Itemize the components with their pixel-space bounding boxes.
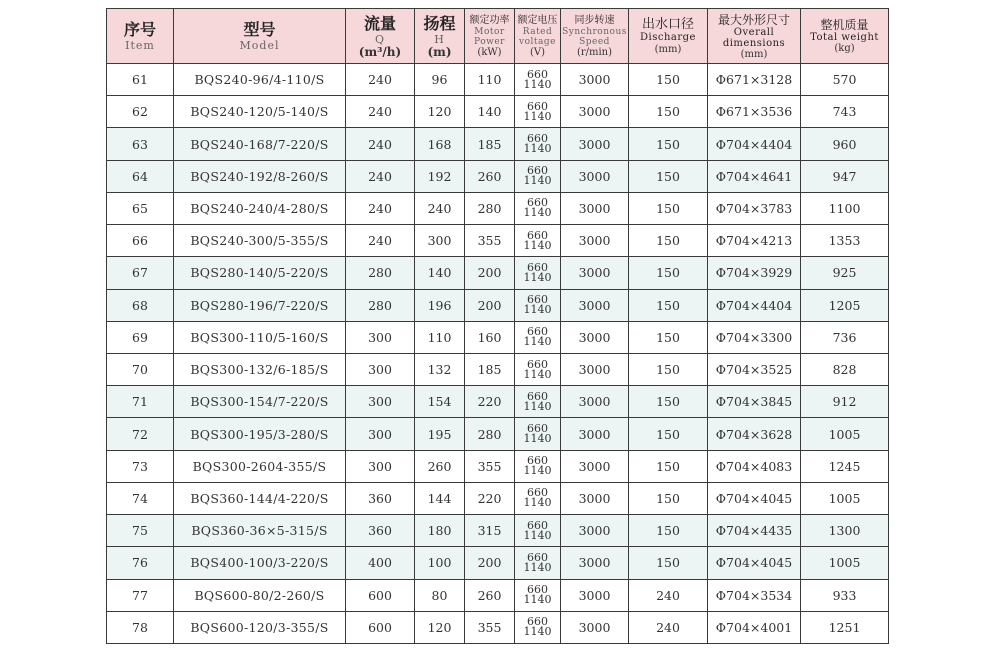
cell-model: BQS600-120/3-355/S — [174, 611, 346, 643]
voltage-660: 660 — [527, 67, 548, 81]
cell-discharge: 150 — [629, 515, 708, 547]
cell-total-weight: 1251 — [801, 611, 889, 643]
cell-overall-dimensions: Φ704×3525 — [708, 353, 801, 385]
cell-motor-power: 185 — [465, 353, 515, 385]
cell-total-weight: 1353 — [801, 225, 889, 257]
cell-discharge: 150 — [629, 450, 708, 482]
header-unit: (mm) — [740, 48, 768, 60]
header-head — [415, 9, 465, 64]
cell-head: 120 — [415, 611, 465, 643]
cell-total-weight: 1245 — [801, 450, 889, 482]
cell-head: 154 — [415, 386, 465, 418]
cell-rated-voltage — [515, 128, 561, 160]
cell-discharge: 150 — [629, 96, 708, 128]
table-row — [107, 579, 889, 611]
cell-sync-speed: 3000 — [561, 547, 629, 579]
cell-overall-dimensions: Φ671×3128 — [708, 64, 801, 96]
cell-item: 64 — [107, 160, 174, 192]
cell-item: 77 — [107, 579, 174, 611]
table-row — [107, 128, 889, 160]
cell-motor-power: 280 — [465, 418, 515, 450]
voltage-1140: 1140 — [523, 496, 552, 510]
table-row — [107, 64, 889, 96]
cell-total-weight: 828 — [801, 353, 889, 385]
header-label-en: H — [434, 32, 445, 46]
header-item — [107, 9, 174, 64]
cell-sync-speed: 3000 — [561, 321, 629, 353]
header-discharge — [629, 9, 708, 64]
cell-head: 240 — [415, 192, 465, 224]
cell-item: 68 — [107, 289, 174, 321]
cell-flow: 240 — [346, 128, 415, 160]
header-label-zh: 最大外形尺寸 — [717, 12, 790, 27]
cell-total-weight: 1005 — [801, 482, 889, 514]
cell-sync-speed: 3000 — [561, 611, 629, 643]
cell-total-weight: 570 — [801, 64, 889, 96]
voltage-1140: 1140 — [523, 142, 552, 156]
cell-rated-voltage — [515, 418, 561, 450]
cell-model: BQS300-154/7-220/S — [174, 386, 346, 418]
cell-model: BQS300-2604-355/S — [174, 450, 346, 482]
voltage-1140: 1140 — [523, 174, 552, 188]
cell-overall-dimensions: Φ704×3628 — [708, 418, 801, 450]
cell-rated-voltage — [515, 579, 561, 611]
cell-head: 196 — [415, 289, 465, 321]
table-row — [107, 547, 889, 579]
header-unit: (r/min) — [576, 46, 613, 58]
header-label-zh: 序号 — [123, 20, 156, 39]
cell-rated-voltage — [515, 257, 561, 289]
cell-discharge: 150 — [629, 257, 708, 289]
header-label-en: Q — [374, 32, 386, 46]
cell-sync-speed: 3000 — [561, 160, 629, 192]
header-unit: (kW) — [477, 46, 502, 58]
voltage-660: 660 — [527, 228, 548, 242]
cell-motor-power: 355 — [465, 611, 515, 643]
cell-overall-dimensions: Φ704×3534 — [708, 579, 801, 611]
cell-rated-voltage — [515, 64, 561, 96]
cell-total-weight: 1005 — [801, 547, 889, 579]
cell-total-weight: 947 — [801, 160, 889, 192]
cell-sync-speed: 3000 — [561, 128, 629, 160]
cell-item: 65 — [107, 192, 174, 224]
cell-motor-power: 160 — [465, 321, 515, 353]
cell-discharge: 150 — [629, 128, 708, 160]
voltage-660: 660 — [527, 132, 548, 146]
cell-rated-voltage — [515, 547, 561, 579]
cell-flow: 300 — [346, 450, 415, 482]
voltage-660: 660 — [527, 389, 548, 403]
header-model — [174, 9, 346, 64]
cell-motor-power: 220 — [465, 482, 515, 514]
cell-rated-voltage — [515, 225, 561, 257]
cell-discharge: 150 — [629, 225, 708, 257]
cell-model: BQS240-168/7-220/S — [174, 128, 346, 160]
cell-head: 168 — [415, 128, 465, 160]
cell-total-weight: 1205 — [801, 289, 889, 321]
voltage-660: 660 — [527, 615, 548, 629]
cell-overall-dimensions: Φ704×4045 — [708, 547, 801, 579]
cell-rated-voltage — [515, 386, 561, 418]
cell-flow: 240 — [346, 225, 415, 257]
cell-head: 132 — [415, 353, 465, 385]
cell-flow: 300 — [346, 353, 415, 385]
cell-model: BQS280-140/5-220/S — [174, 257, 346, 289]
table-row — [107, 450, 889, 482]
voltage-660: 660 — [527, 583, 548, 597]
header-unit: (m) — [427, 44, 452, 59]
cell-flow: 240 — [346, 192, 415, 224]
header-sync-speed — [561, 9, 629, 64]
voltage-1140: 1140 — [523, 593, 552, 607]
cell-model: BQS300-132/6-185/S — [174, 353, 346, 385]
voltage-660: 660 — [527, 196, 548, 210]
cell-motor-power: 140 — [465, 96, 515, 128]
cell-flow: 280 — [346, 289, 415, 321]
cell-item: 62 — [107, 96, 174, 128]
header-label-en: Motor Power — [474, 26, 505, 47]
table-body — [107, 64, 889, 644]
voltage-1140: 1140 — [523, 560, 552, 574]
cell-model: BQS240-120/5-140/S — [174, 96, 346, 128]
cell-flow: 400 — [346, 547, 415, 579]
cell-discharge: 150 — [629, 192, 708, 224]
cell-sync-speed: 3000 — [561, 64, 629, 96]
voltage-660: 660 — [527, 293, 548, 307]
cell-overall-dimensions: Φ704×4001 — [708, 611, 801, 643]
cell-rated-voltage — [515, 515, 561, 547]
cell-overall-dimensions: Φ704×3845 — [708, 386, 801, 418]
cell-overall-dimensions: Φ704×3929 — [708, 257, 801, 289]
cell-total-weight: 960 — [801, 128, 889, 160]
cell-model: BQS360-36×5-315/S — [174, 515, 346, 547]
header-overall-dimensions — [708, 9, 801, 64]
cell-head: 140 — [415, 257, 465, 289]
header-label-en: Total weight — [810, 32, 879, 43]
header-label-en: Model — [239, 39, 280, 52]
cell-sync-speed: 3000 — [561, 450, 629, 482]
table-row — [107, 515, 889, 547]
cell-discharge: 150 — [629, 160, 708, 192]
cell-item: 76 — [107, 547, 174, 579]
voltage-1140: 1140 — [523, 109, 552, 123]
header-label-zh: 额定功率 — [469, 14, 510, 26]
cell-discharge: 150 — [629, 353, 708, 385]
cell-rated-voltage — [515, 611, 561, 643]
table-row — [107, 225, 889, 257]
table-row — [107, 160, 889, 192]
header-label-zh: 整机质量 — [820, 18, 869, 32]
table-row — [107, 96, 889, 128]
cell-model: BQS600-80/2-260/S — [174, 579, 346, 611]
voltage-660: 660 — [527, 550, 548, 564]
cell-discharge: 150 — [629, 547, 708, 579]
cell-head: 144 — [415, 482, 465, 514]
table-row — [107, 386, 889, 418]
cell-total-weight: 912 — [801, 386, 889, 418]
voltage-1140: 1140 — [523, 270, 552, 284]
cell-overall-dimensions: Φ704×3300 — [708, 321, 801, 353]
cell-discharge: 150 — [629, 482, 708, 514]
cell-sync-speed: 3000 — [561, 257, 629, 289]
cell-sync-speed: 3000 — [561, 96, 629, 128]
pump-spec-table — [106, 8, 889, 644]
cell-motor-power: 200 — [465, 289, 515, 321]
cell-overall-dimensions: Φ704×4404 — [708, 128, 801, 160]
cell-model: BQS400-100/3-220/S — [174, 547, 346, 579]
cell-overall-dimensions: Φ704×4045 — [708, 482, 801, 514]
cell-item: 73 — [107, 450, 174, 482]
cell-discharge: 150 — [629, 418, 708, 450]
cell-rated-voltage — [515, 353, 561, 385]
cell-motor-power: 260 — [465, 160, 515, 192]
header-flow — [346, 9, 415, 64]
cell-item: 78 — [107, 611, 174, 643]
header-label-en: Overall dimensions — [722, 26, 786, 49]
cell-total-weight: 1100 — [801, 192, 889, 224]
voltage-1140: 1140 — [523, 528, 552, 542]
cell-flow: 300 — [346, 321, 415, 353]
cell-sync-speed: 3000 — [561, 353, 629, 385]
cell-sync-speed: 3000 — [561, 579, 629, 611]
header-unit: (kg) — [834, 43, 855, 54]
cell-overall-dimensions: Φ671×3536 — [708, 96, 801, 128]
cell-motor-power: 220 — [465, 386, 515, 418]
cell-model: BQS360-144/4-220/S — [174, 482, 346, 514]
cell-rated-voltage — [515, 192, 561, 224]
cell-item: 72 — [107, 418, 174, 450]
voltage-660: 660 — [527, 260, 548, 274]
cell-rated-voltage — [515, 321, 561, 353]
cell-motor-power: 260 — [465, 579, 515, 611]
cell-sync-speed: 3000 — [561, 515, 629, 547]
header-label-en: Item — [125, 39, 155, 52]
voltage-660: 660 — [527, 99, 548, 113]
cell-overall-dimensions: Φ704×4435 — [708, 515, 801, 547]
cell-discharge: 150 — [629, 64, 708, 96]
cell-head: 300 — [415, 225, 465, 257]
voltage-660: 660 — [527, 357, 548, 371]
header-label-zh: 同步转速 — [574, 14, 615, 26]
cell-flow: 360 — [346, 515, 415, 547]
cell-flow: 280 — [346, 257, 415, 289]
cell-total-weight: 743 — [801, 96, 889, 128]
cell-head: 192 — [415, 160, 465, 192]
voltage-1140: 1140 — [523, 77, 552, 91]
cell-model: BQS240-240/4-280/S — [174, 192, 346, 224]
cell-discharge: 240 — [629, 579, 708, 611]
cell-model: BQS240-300/5-355/S — [174, 225, 346, 257]
table-row — [107, 321, 889, 353]
header-label-en: Discharge — [640, 31, 696, 43]
cell-rated-voltage — [515, 450, 561, 482]
header-label-en: Rated voltage — [519, 26, 556, 47]
cell-motor-power: 110 — [465, 64, 515, 96]
cell-model: BQS300-110/5-160/S — [174, 321, 346, 353]
cell-item: 69 — [107, 321, 174, 353]
cell-head: 180 — [415, 515, 465, 547]
cell-motor-power: 280 — [465, 192, 515, 224]
header-rated-voltage — [515, 9, 561, 64]
voltage-660: 660 — [527, 518, 548, 532]
voltage-1140: 1140 — [523, 464, 552, 478]
cell-head: 120 — [415, 96, 465, 128]
cell-head: 195 — [415, 418, 465, 450]
cell-motor-power: 185 — [465, 128, 515, 160]
table-row — [107, 192, 889, 224]
cell-motor-power: 315 — [465, 515, 515, 547]
table-row — [107, 289, 889, 321]
cell-item: 61 — [107, 64, 174, 96]
cell-flow: 600 — [346, 611, 415, 643]
cell-motor-power: 200 — [465, 547, 515, 579]
voltage-660: 660 — [527, 164, 548, 178]
table-row — [107, 257, 889, 289]
voltage-1140: 1140 — [523, 303, 552, 317]
cell-head: 96 — [415, 64, 465, 96]
voltage-1140: 1140 — [523, 335, 552, 349]
cell-item: 67 — [107, 257, 174, 289]
voltage-1140: 1140 — [523, 399, 552, 413]
cell-head: 100 — [415, 547, 465, 579]
header-unit: (mm) — [654, 43, 682, 55]
voltage-1140: 1140 — [523, 432, 552, 446]
cell-model: BQS240-192/8-260/S — [174, 160, 346, 192]
voltage-660: 660 — [527, 422, 548, 436]
cell-total-weight: 1300 — [801, 515, 889, 547]
voltage-1140: 1140 — [523, 238, 552, 252]
header-label-en: Synchronous Speed — [562, 26, 627, 47]
cell-sync-speed: 3000 — [561, 289, 629, 321]
table-row — [107, 418, 889, 450]
cell-overall-dimensions: Φ704×4083 — [708, 450, 801, 482]
voltage-1140: 1140 — [523, 367, 552, 381]
cell-overall-dimensions: Φ704×3783 — [708, 192, 801, 224]
cell-model: BQS300-195/3-280/S — [174, 418, 346, 450]
cell-total-weight: 736 — [801, 321, 889, 353]
table-header-row — [107, 9, 889, 64]
cell-item: 75 — [107, 515, 174, 547]
header-label-zh: 流量 — [363, 13, 396, 33]
cell-model: BQS280-196/7-220/S — [174, 289, 346, 321]
cell-total-weight: 925 — [801, 257, 889, 289]
cell-discharge: 150 — [629, 289, 708, 321]
table-row — [107, 611, 889, 643]
cell-flow: 600 — [346, 579, 415, 611]
cell-sync-speed: 3000 — [561, 482, 629, 514]
cell-flow: 300 — [346, 386, 415, 418]
cell-overall-dimensions: Φ704×4404 — [708, 289, 801, 321]
cell-discharge: 150 — [629, 386, 708, 418]
cell-flow: 240 — [346, 96, 415, 128]
header-unit: (m³/h) — [358, 44, 402, 59]
cell-rated-voltage — [515, 289, 561, 321]
voltage-1140: 1140 — [523, 625, 552, 639]
cell-sync-speed: 3000 — [561, 418, 629, 450]
cell-flow: 300 — [346, 418, 415, 450]
cell-head: 260 — [415, 450, 465, 482]
cell-motor-power: 200 — [465, 257, 515, 289]
table-row — [107, 482, 889, 514]
cell-rated-voltage — [515, 160, 561, 192]
voltage-660: 660 — [527, 486, 548, 500]
cell-model: BQS240-96/4-110/S — [174, 64, 346, 96]
cell-total-weight: 933 — [801, 579, 889, 611]
cell-flow: 240 — [346, 64, 415, 96]
voltage-1140: 1140 — [523, 206, 552, 220]
cell-head: 80 — [415, 579, 465, 611]
header-unit: (V) — [529, 46, 546, 58]
table-row — [107, 353, 889, 385]
header-label-zh: 额定电压 — [517, 14, 558, 26]
cell-item: 74 — [107, 482, 174, 514]
voltage-660: 660 — [527, 325, 548, 339]
header-motor-power — [465, 9, 515, 64]
cell-item: 71 — [107, 386, 174, 418]
cell-rated-voltage — [515, 96, 561, 128]
header-label-zh: 扬程 — [423, 13, 456, 33]
cell-item: 66 — [107, 225, 174, 257]
cell-item: 70 — [107, 353, 174, 385]
header-total-weight — [801, 9, 889, 64]
cell-sync-speed: 3000 — [561, 386, 629, 418]
cell-sync-speed: 3000 — [561, 225, 629, 257]
cell-flow: 240 — [346, 160, 415, 192]
cell-discharge: 150 — [629, 321, 708, 353]
cell-motor-power: 355 — [465, 225, 515, 257]
cell-discharge: 240 — [629, 611, 708, 643]
cell-overall-dimensions: Φ704×4641 — [708, 160, 801, 192]
cell-item: 63 — [107, 128, 174, 160]
cell-overall-dimensions: Φ704×4213 — [708, 225, 801, 257]
cell-motor-power: 355 — [465, 450, 515, 482]
voltage-660: 660 — [527, 454, 548, 468]
cell-sync-speed: 3000 — [561, 192, 629, 224]
cell-head: 110 — [415, 321, 465, 353]
cell-flow: 360 — [346, 482, 415, 514]
cell-rated-voltage — [515, 482, 561, 514]
header-label-zh: 型号 — [243, 20, 276, 39]
cell-total-weight: 1005 — [801, 418, 889, 450]
header-label-zh: 出水口径 — [641, 16, 694, 32]
